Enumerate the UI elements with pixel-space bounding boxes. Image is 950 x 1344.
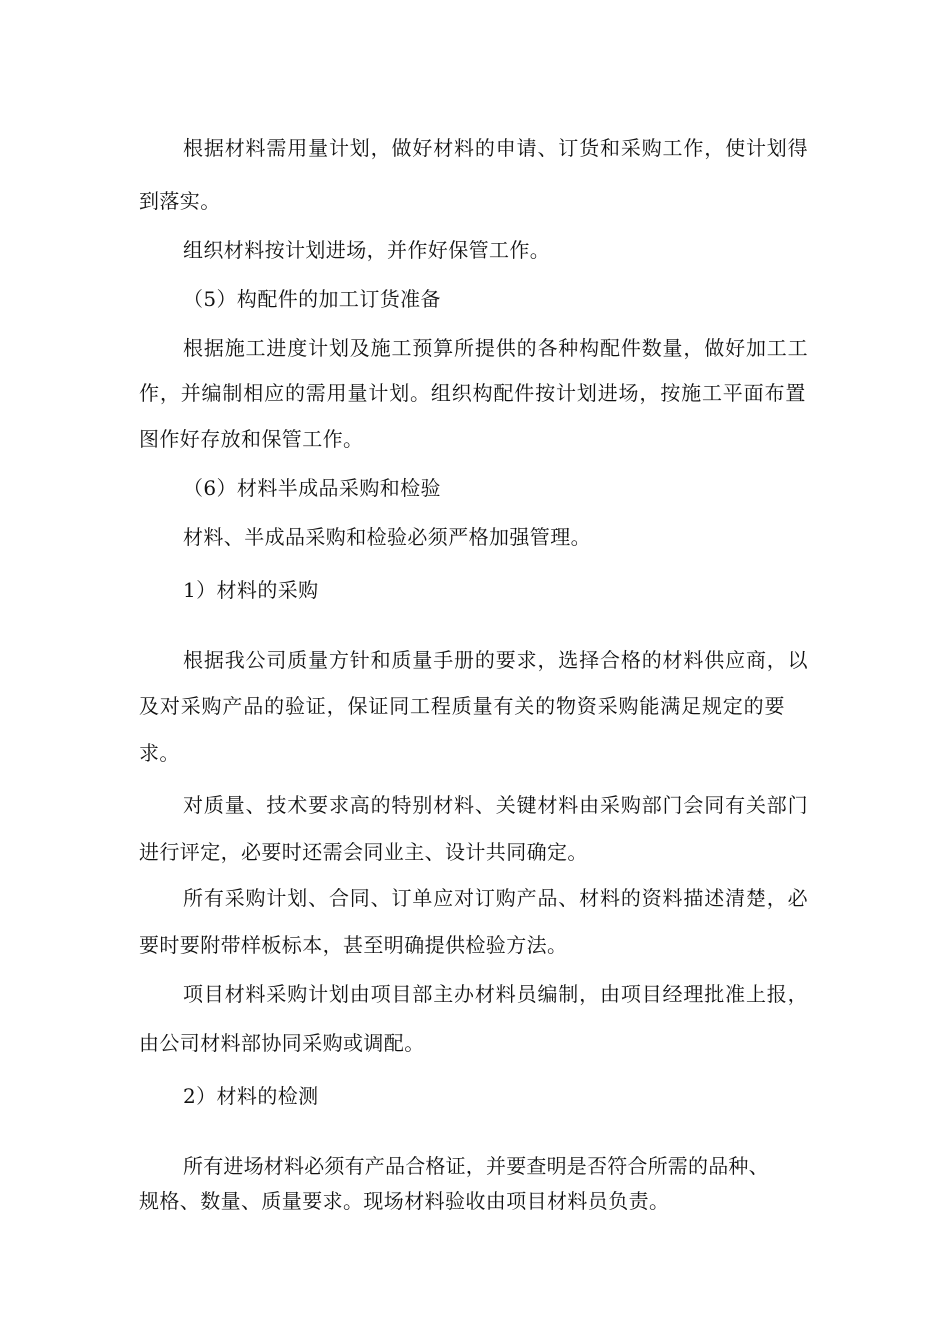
section-heading: （6）材料半成品采购和检验 (183, 476, 441, 500)
paragraph-line: 所有进场材料必须有产品合格证，并要查明是否符合所需的品种、 (183, 1154, 769, 1178)
paragraph-line: 求。 (139, 741, 180, 765)
paragraph-line: 及对采购产品的验证，保证同工程质量有关的物资采购能满足规定的要 (139, 694, 786, 718)
paragraph-line: 根据施工进度计划及施工预算所提供的各种构配件数量，做好加工工 (183, 336, 809, 360)
paragraph-line: 由公司材料部协同采购或调配。 (139, 1031, 425, 1055)
paragraph-line: 进行评定，必要时还需会同业主、设计共同确定。 (139, 840, 588, 864)
paragraph-line: 图作好存放和保管工作。 (139, 427, 364, 451)
paragraph-line: 组织材料按计划进场，并作好保管工作。 (183, 238, 551, 262)
paragraph-line: 所有采购计划、合同、订单应对订购产品、材料的资料描述清楚，必 (183, 886, 809, 910)
paragraph-line: 材料、半成品采购和检验必须严格加强管理。 (183, 525, 591, 549)
section-heading: （5）构配件的加工订货准备 (183, 287, 441, 311)
paragraph-line: 项目材料采购计划由项目部主办材料员编制，由项目经理批准上报， (183, 982, 809, 1006)
paragraph-line: 作，并编制相应的需用量计划。组织构配件按计划进场，按施工平面布置 (139, 381, 807, 405)
paragraph-line: 对质量、技术要求高的特别材料、关键材料由采购部门会同有关部门 (183, 793, 809, 817)
paragraph-line: 根据材料需用量计划，做好材料的申请、订货和采购工作，使计划得 (183, 136, 809, 160)
paragraph-line: 要时要附带样板标本，甚至明确提供检验方法。 (139, 933, 568, 957)
paragraph-line: 规格、数量、质量要求。现场材料验收由项目材料员负责。 (139, 1189, 670, 1213)
paragraph-line: 到落实。 (139, 189, 221, 213)
subsection-heading: 2）材料的检测 (183, 1084, 319, 1108)
paragraph-line: 根据我公司质量方针和质量手册的要求，选择合格的材料供应商，以 (183, 648, 809, 672)
subsection-heading: 1）材料的采购 (183, 578, 319, 602)
